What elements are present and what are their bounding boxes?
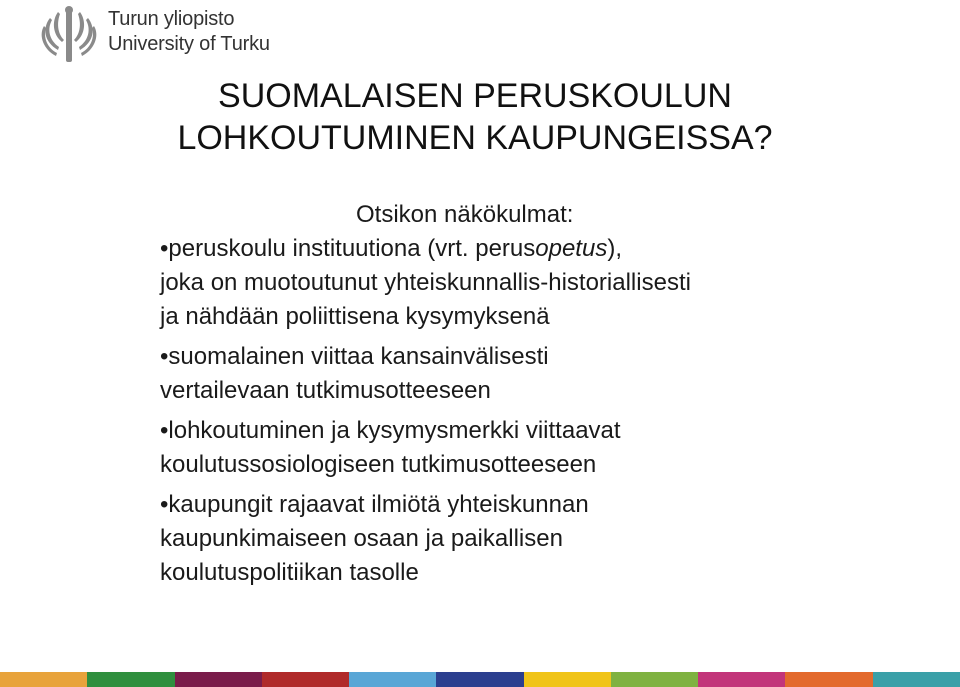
bullet-line: koulutuspolitiikan tasolle bbox=[160, 559, 419, 586]
bullet-item bbox=[160, 232, 880, 334]
color-stripe-segment bbox=[524, 672, 611, 687]
logo-name-english: University of Turku bbox=[108, 33, 270, 55]
color-stripe-segment bbox=[611, 672, 698, 687]
bullet-line: • kaupungit rajaavat ilmiötä yhteiskunnan bbox=[160, 488, 880, 522]
color-stripe-segment bbox=[349, 672, 436, 687]
bullet-line: koulutussosiologiseen tutkimusotteeseen bbox=[160, 451, 597, 478]
bullet-text: peruskoulu instituutiona (vrt. perus bbox=[168, 235, 536, 262]
slide-title-line-2: LOHKOUTUMINEN KAUPUNGEISSA? bbox=[177, 119, 773, 157]
bullet-line: ja nähdään poliittisena kysymyksenä bbox=[160, 303, 550, 330]
color-stripe-segment bbox=[698, 672, 785, 687]
bullet-line: • suomalainen viittaa kansainvälisesti bbox=[160, 340, 880, 374]
color-stripe-segment bbox=[0, 672, 87, 687]
bullet-line: • lohkoutuminen ja kysymysmerkki viittaavat bbox=[160, 414, 880, 448]
bullet-item bbox=[160, 340, 880, 408]
color-stripe-footer bbox=[0, 672, 960, 687]
bullet-item bbox=[160, 488, 880, 590]
slide-subtitle: Otsikon näkökulmat: bbox=[356, 201, 574, 228]
logo-name-finnish: Turun yliopisto bbox=[108, 8, 235, 30]
bullet-line bbox=[160, 232, 880, 266]
color-stripe-segment bbox=[785, 672, 872, 687]
color-stripe-segment bbox=[262, 672, 349, 687]
bullet-text-italic: opetus bbox=[535, 235, 608, 262]
bullet-line: vertailevaan tutkimusotteeseen bbox=[160, 377, 491, 404]
color-stripe-segment bbox=[175, 672, 262, 687]
bullet-item bbox=[160, 414, 880, 482]
slide-title-line-1: SUOMALAISEN PERUSKOULUN bbox=[218, 77, 732, 115]
slide-body bbox=[160, 198, 880, 590]
bullet-line: joka on muotoutunut yhteiskunnallis-historiallisesti bbox=[160, 269, 691, 296]
color-stripe-segment bbox=[436, 672, 523, 687]
university-logo[interactable] bbox=[38, 4, 278, 68]
bullet-text: ), bbox=[607, 235, 622, 262]
torch-emblem-icon bbox=[38, 4, 100, 66]
color-stripe-segment bbox=[87, 672, 174, 687]
bullet-line: kaupunkimaiseen osaan ja paikallisen bbox=[160, 525, 563, 552]
color-stripe-segment bbox=[873, 672, 960, 687]
